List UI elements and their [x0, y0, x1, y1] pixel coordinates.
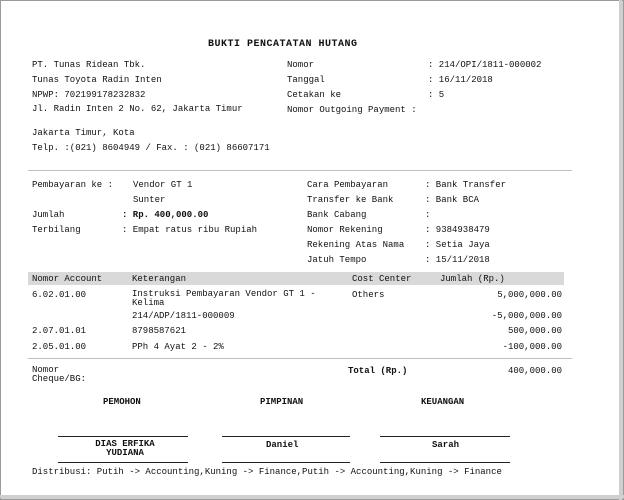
- distribution-note: Distribusi: Putih -> Accounting,Kuning -> Finance,Putih -> Accounting,Kuning -> Finance: [32, 467, 502, 477]
- table-row-desc: PPh 4 Ayat 2 - 2%: [132, 342, 224, 352]
- tanggal-value: : 16/11/2018: [428, 75, 493, 85]
- pimpinan-name: Daniel: [266, 440, 299, 450]
- company-branch: Tunas Toyota Radin Inten: [32, 75, 162, 85]
- table-row-amount: -5,000,000.00: [491, 311, 562, 321]
- jumlah-value: : Rp. 400,000.00: [122, 210, 209, 220]
- company-address: Jl. Radin Inten 2 No. 62, Jakarta Timur: [32, 104, 243, 114]
- table-row-desc: 214/ADP/1811-000009: [132, 311, 235, 321]
- signature-line: [222, 436, 350, 437]
- divider: [28, 358, 572, 359]
- keuangan-name: Sarah: [432, 440, 460, 450]
- table-row-account: 2.05.01.00: [32, 342, 87, 352]
- company-phone: Telp. :(021) 8604949 / Fax. : (021) 86607171: [32, 143, 270, 153]
- nomor-value: : 214/OPI/1811-000002: [428, 60, 542, 70]
- keuangan-label: KEUANGAN: [421, 397, 465, 407]
- cheque-label: Nomor Cheque/BG:: [32, 365, 87, 384]
- table-row-account: 2.07.01.01: [32, 326, 87, 336]
- col-header-cost: Cost Center: [352, 274, 412, 284]
- signature-line: [222, 462, 350, 463]
- col-header-desc: Keterangan: [132, 274, 187, 284]
- transfer-value: : Bank BCA: [425, 195, 480, 205]
- document-title: BUKTI PENCATATAN HUTANG: [208, 39, 358, 50]
- jumlah-label: Jumlah: [32, 210, 65, 220]
- col-header-amount: Jumlah (Rp.): [440, 274, 505, 284]
- nomor-label: Nomor: [287, 60, 315, 70]
- pemohon-name: DIAS ERFIKA YUDIANA: [95, 439, 155, 458]
- atas-nama-label: Rekening Atas Nama: [307, 240, 405, 250]
- table-row-amount: -100,000.00: [502, 342, 562, 352]
- terbilang-label: Terbilang: [32, 225, 81, 235]
- cabang-value: :: [425, 210, 431, 220]
- signature-line: [58, 462, 188, 463]
- table-row-desc: 8798587621: [132, 326, 187, 336]
- company-name: PT. Tunas Ridean Tbk.: [32, 60, 146, 70]
- total-value: 400,000.00: [507, 366, 562, 376]
- pembayaran-label: Pembayaran ke :: [32, 180, 114, 190]
- rekening-value: : 9384938479: [425, 225, 490, 235]
- jatuh-tempo-value: : 15/11/2018: [425, 255, 490, 265]
- scroll-edge-bottom: [0, 495, 624, 498]
- table-row-amount: 5,000,000.00: [497, 290, 562, 300]
- transfer-label: Transfer ke Bank: [307, 195, 394, 205]
- col-header-account: Nomor Account: [32, 274, 103, 284]
- rekening-label: Nomor Rekening: [307, 225, 383, 235]
- scroll-edge-right: [619, 0, 622, 500]
- cabang-label: Bank Cabang: [307, 210, 367, 220]
- pembayaran-value-2: Sunter: [133, 195, 166, 205]
- terbilang-value: : Empat ratus ribu Rupiah: [122, 225, 258, 235]
- pemohon-label: PEMOHON: [103, 397, 141, 407]
- jatuh-tempo-label: Jatuh Tempo: [307, 255, 367, 265]
- company-npwp: NPWP: 702199178232832: [32, 90, 146, 100]
- signature-line: [380, 462, 510, 463]
- company-city: Jakarta Timur, Kota: [32, 128, 135, 138]
- total-label: Total (Rp.): [348, 366, 408, 376]
- tanggal-label: Tanggal: [287, 75, 325, 85]
- divider: [28, 170, 572, 171]
- pimpinan-label: PIMPINAN: [260, 397, 304, 407]
- signature-line: [380, 436, 510, 437]
- table-row-desc: Instruksi Pembayaran Vendor GT 1 - Kelima: [132, 289, 316, 308]
- table-row-account: 6.02.01.00: [32, 290, 87, 300]
- outgoing-payment-label: Nomor Outgoing Payment :: [287, 105, 417, 115]
- cara-value: : Bank Transfer: [425, 180, 507, 190]
- atas-nama-value: : Setia Jaya: [425, 240, 490, 250]
- cetakan-label: Cetakan ke: [287, 90, 342, 100]
- cara-label: Cara Pembayaran: [307, 180, 389, 190]
- cetakan-value: : 5: [428, 90, 445, 100]
- pembayaran-value: Vendor GT 1: [133, 180, 193, 190]
- table-row-cost: Others: [352, 290, 385, 300]
- signature-line: [58, 436, 188, 437]
- table-row-amount: 500,000.00: [507, 326, 562, 336]
